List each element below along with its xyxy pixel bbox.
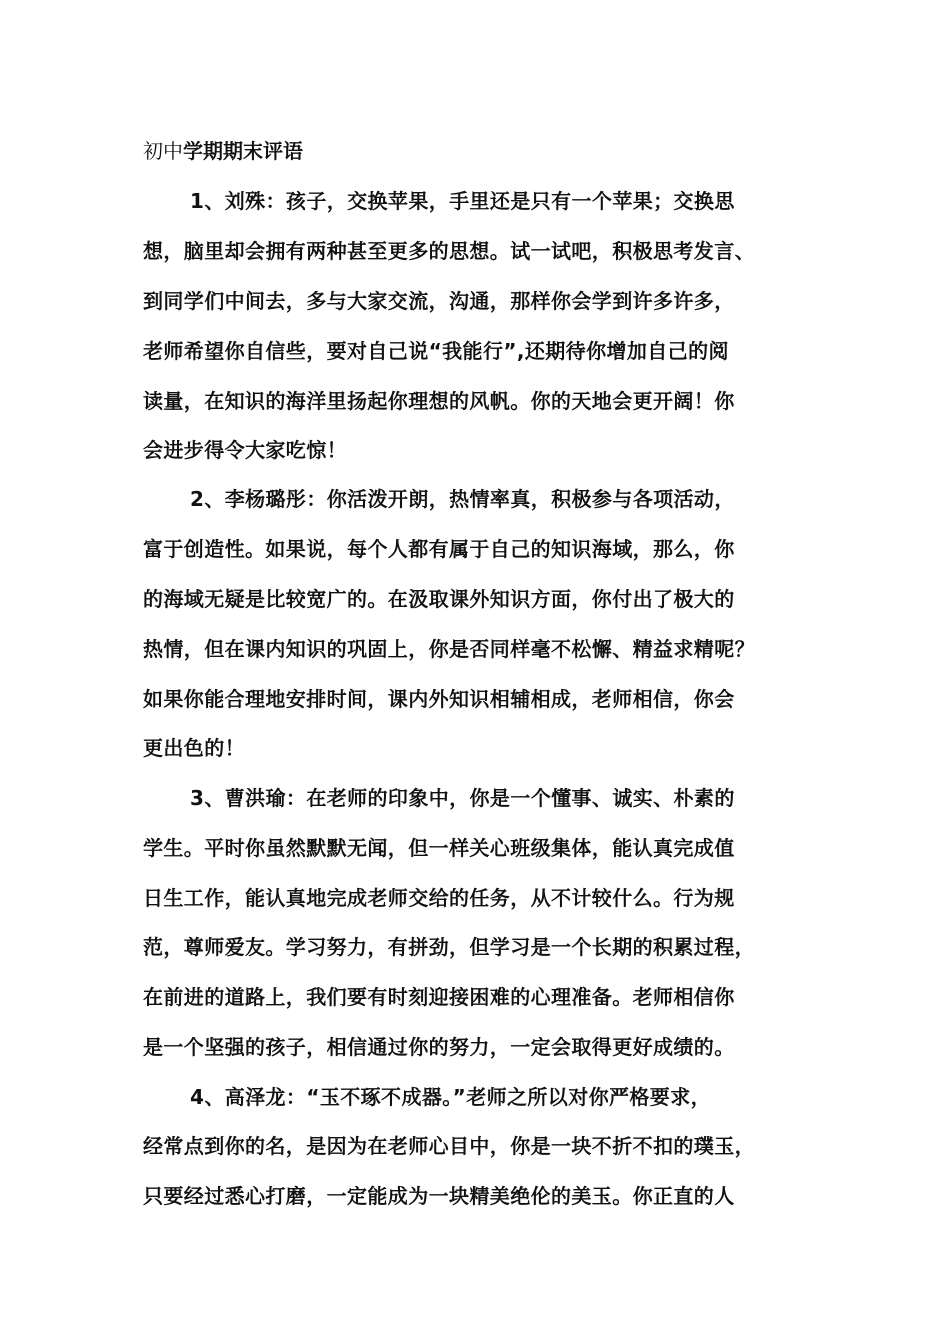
text-line: 3、曹洪瑜：在老师的印象中，你是一个懂事、诚实、朴素的 [190, 786, 735, 810]
text-line: 1、刘殊：孩子，交换苹果，手里还是只有一个苹果；交换思 [190, 189, 735, 213]
text-line: 经常点到你的名，是因为在老师心目中，你是一块不折不扣的璞玉， [143, 1134, 755, 1158]
text-line: 想，脑里却会拥有两种甚至更多的思想。试一试吧，积极思考发言、 [143, 239, 755, 263]
text-line: 如果你能合理地安排时间，课内外知识相辅相成，老师相信，你会 [143, 687, 735, 711]
text-line: 的海域无疑是比较宽广的。在汲取课外知识方面，你付出了极大的 [143, 587, 735, 611]
text-line: 范，尊师爱友。学习努力，有拼劲，但学习是一个长期的积累过程， [143, 935, 755, 959]
text-line: 只要经过悉心打磨，一定能成为一块精美绝伦的美玉。你正直的人 [143, 1184, 735, 1208]
title-main: 学期期末评语 [183, 139, 303, 163]
text-line: 热情，但在课内知识的巩固上，你是否同样毫不松懈、精益求精呢？ [143, 637, 755, 661]
text-line: 2、李杨璐彤：你活泼开朗，热情率真，积极参与各项活动， [190, 487, 735, 511]
title-prefix: 初中 [143, 139, 183, 163]
text-line: 是一个坚强的孩子，相信通过你的努力，一定会取得更好成绩的。 [143, 1035, 735, 1059]
text-line: 在前进的道路上，我们要有时刻迎接困难的心理准备。老师相信你 [143, 985, 735, 1009]
text-line: 日生工作，能认真地完成老师交给的任务，从不计较什么。行为规 [143, 886, 735, 910]
text-line: 老师希望你自信些，要对自己说“我能行”,还期待你增加自己的阅 [143, 339, 729, 363]
text-line: 到同学们中间去，多与大家交流，沟通，那样你会学到许多许多， [143, 289, 735, 313]
text-line: 富于创造性。如果说，每个人都有属于自己的知识海域，那么，你 [143, 537, 735, 561]
text-line: 会进步得令大家吃惊！ [143, 438, 347, 462]
text-line: 4、高泽龙：“玉不琢不成器。”老师之所以对你严格要求， [190, 1085, 712, 1109]
text-line: 更出色的！ [143, 736, 245, 760]
text-line: 学生。平时你虽然默默无闻，但一样关心班级集体，能认真完成值 [143, 836, 735, 860]
document-title [143, 136, 303, 166]
text-line: 读量，在知识的海洋里扬起你理想的风帆。你的天地会更开阔！你 [143, 389, 735, 413]
